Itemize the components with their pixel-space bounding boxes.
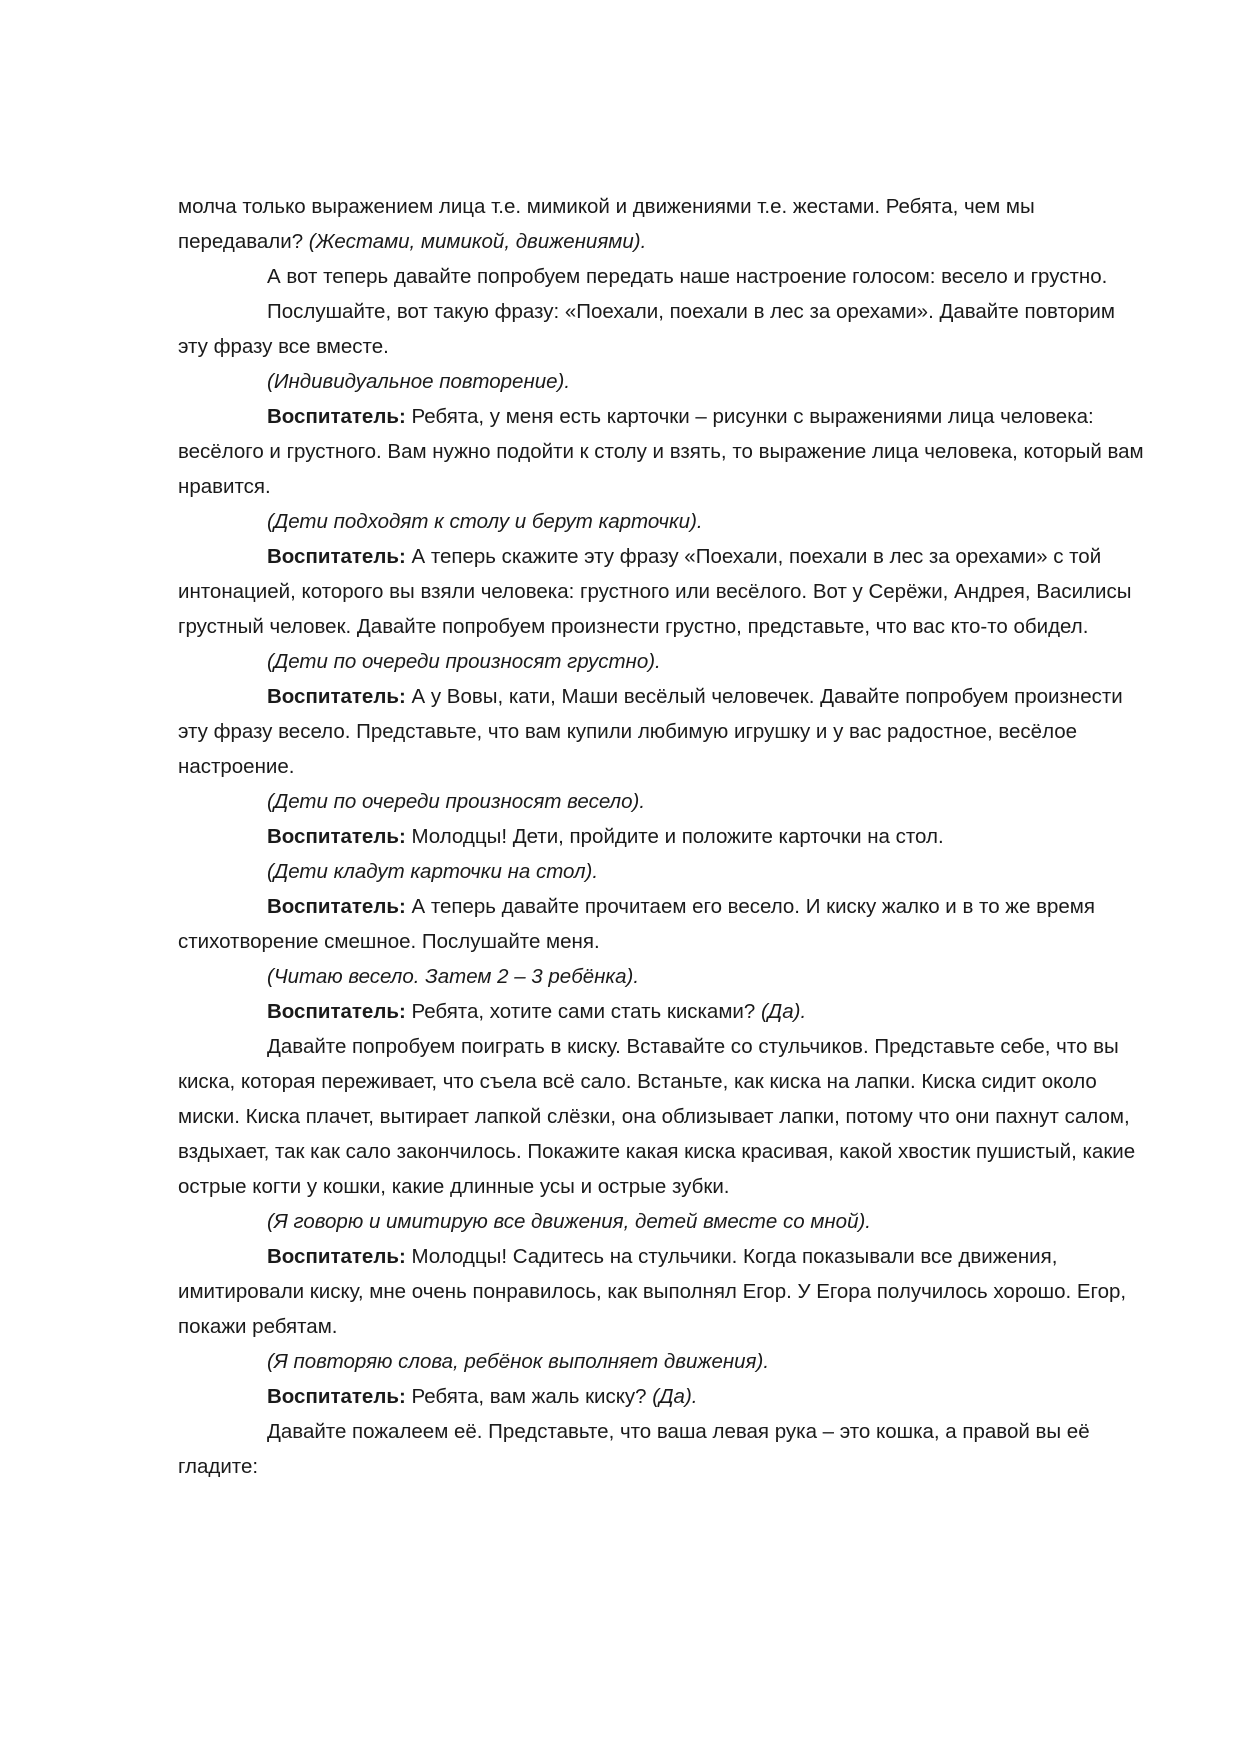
stage-direction: (Дети кладут карточки на стол).	[267, 860, 599, 883]
speaker-label: Воспитатель:	[267, 405, 406, 428]
stage-direction: (Да).	[760, 1000, 807, 1023]
speaker-label: Воспитатель:	[267, 685, 406, 708]
paragraph	[178, 644, 1146, 679]
paragraph	[178, 1204, 1146, 1239]
paragraph	[178, 364, 1146, 399]
paragraph	[178, 1414, 1146, 1484]
paragraph	[178, 889, 1146, 959]
paragraph	[178, 959, 1146, 994]
text-segment: молча только выражением лица т.е. мимикой и движениями т.е. жестами. Ребята, чем мы передавали?	[178, 195, 1035, 253]
text-segment: Ребята, вам жаль киску?	[405, 1385, 653, 1408]
paragraph	[178, 819, 1146, 854]
paragraph	[178, 679, 1146, 784]
speaker-label: Воспитатель:	[267, 545, 406, 568]
paragraph	[178, 294, 1146, 364]
paragraph	[178, 539, 1146, 644]
paragraph	[178, 504, 1146, 539]
text-segment: Давайте попробуем поиграть в киску. Вставайте со стульчиков. Представьте себе, что вы киска, которая переживает, что съела всё сало. Встаньте, как киска на лапки. Киска сидит около миски. Киска плачет, вытирает лапкой слёзки, она облизывает лапки, потому что они пахнут салом, вздыхает, так как сало закончилось. Покажите какая киска красивая, какой хвостик пушистый, какие острые когти у кошки, какие длинные усы и острые зубки.	[178, 1035, 1136, 1198]
text-segment: Ребята, хотите сами стать кисками?	[405, 1000, 761, 1023]
stage-direction: (Дети подходят к столу и берут карточки).	[267, 510, 703, 533]
speaker-label: Воспитатель:	[267, 1245, 406, 1268]
stage-direction: (Индивидуальное повторение).	[267, 370, 571, 393]
speaker-label: Воспитатель:	[267, 825, 406, 848]
paragraph	[178, 259, 1146, 294]
stage-direction: (Дети по очереди произносят весело).	[267, 790, 646, 813]
paragraph	[178, 1344, 1146, 1379]
stage-direction: (Дети по очереди произносят грустно).	[267, 650, 661, 673]
stage-direction: (Да).	[652, 1385, 698, 1408]
text-segment: Послушайте, вот такую фразу: «Поехали, поехали в лес за орехами». Давайте повторим эту фразу все вместе.	[178, 300, 1115, 358]
paragraph	[178, 399, 1146, 504]
text-segment: Молодцы! Дети, пройдите и положите карточки на стол.	[405, 825, 944, 848]
paragraph	[178, 189, 1146, 259]
paragraph	[178, 1029, 1146, 1204]
paragraph	[178, 1239, 1146, 1344]
speaker-label: Воспитатель:	[267, 1385, 406, 1408]
text-segment: Ребята, у меня есть карточки – рисунки с выражениями лица человека: весёлого и грустного. Вам нужно подойти к столу и взять, то выражение лица человека, который вам нравится.	[178, 405, 1144, 498]
paragraph	[178, 784, 1146, 819]
text-segment: Давайте пожалеем её. Представьте, что ваша левая рука – это кошка, а правой вы её гладите:	[178, 1420, 1090, 1478]
speaker-label: Воспитатель:	[267, 895, 406, 918]
stage-direction: (Читаю весело. Затем 2 – 3 ребёнка).	[267, 965, 640, 988]
text-segment: А у Вовы, кати, Маши весёлый человечек. Давайте попробуем произнести эту фразу весело. Представьте, что вам купили любимую игрушку и у вас радостное, весёлое настроение.	[178, 685, 1123, 778]
paragraph	[178, 1379, 1146, 1414]
stage-direction: (Я говорю и имитирую все движения, детей вместе со мной).	[267, 1210, 871, 1233]
text-segment: А вот теперь давайте попробуем передать наше настроение голосом: весело и грустно.	[267, 265, 1108, 288]
stage-direction: (Я повторяю слова, ребёнок выполняет движения).	[267, 1350, 770, 1373]
speaker-label: Воспитатель:	[267, 1000, 406, 1023]
text-segment: А теперь давайте прочитаем его весело. И киску жалко и в то же время стихотворение смешное. Послушайте меня.	[178, 895, 1095, 953]
document-body	[178, 189, 1146, 1484]
text-segment: А теперь скажите эту фразу «Поехали, поехали в лес за орехами» с той интонацией, которого вы взяли человека: грустного или весёлого. Вот у Серёжи, Андрея, Василисы грустный человек. Давайте попробуем произнести грустно, представьте, что вас кто-то обидел.	[178, 545, 1132, 638]
stage-direction: (Жестами, мимикой, движениями).	[308, 230, 647, 253]
paragraph	[178, 994, 1146, 1029]
text-segment: Молодцы! Садитесь на стульчики. Когда показывали все движения, имитировали киску, мне очень понравилось, как выполнял Егор. У Егора получилось хорошо. Егор, покажи ребятам.	[178, 1245, 1127, 1338]
paragraph	[178, 854, 1146, 889]
